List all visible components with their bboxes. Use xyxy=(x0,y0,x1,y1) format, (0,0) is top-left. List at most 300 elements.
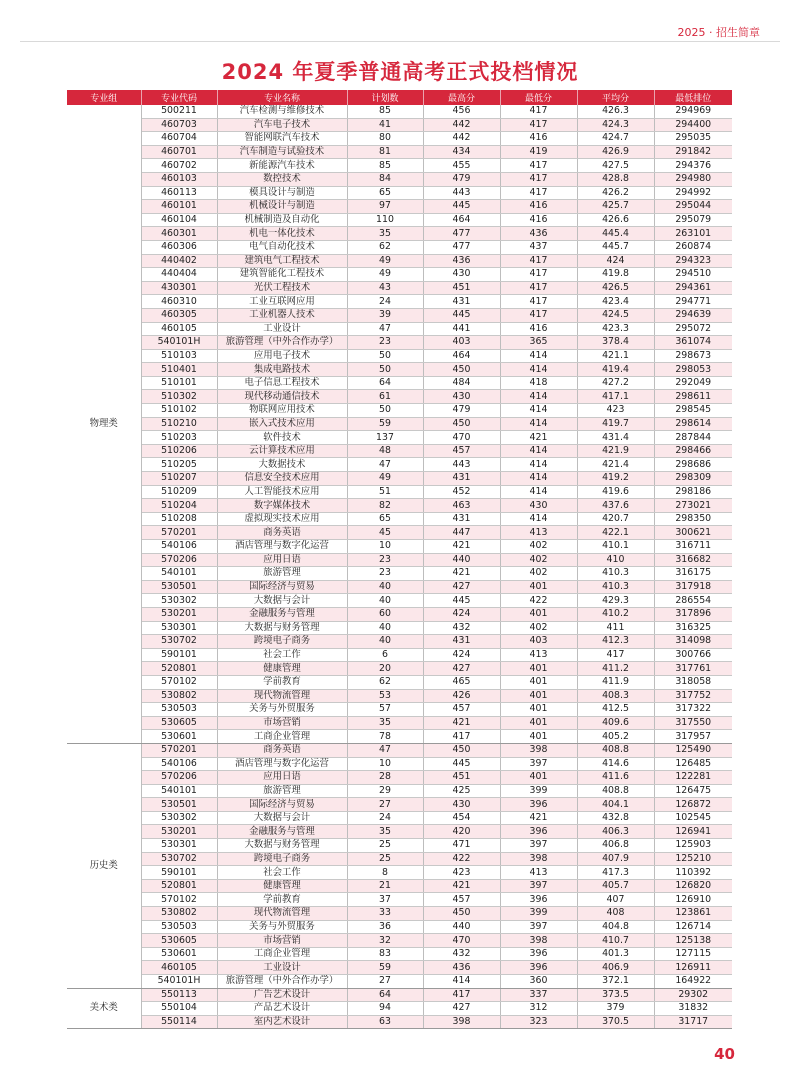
min-rank-cell: 298466 xyxy=(654,444,732,458)
plan-count-cell: 23 xyxy=(347,567,423,581)
table-row xyxy=(67,866,732,880)
major-name-cell: 人工智能技术应用 xyxy=(217,485,347,499)
min-score-cell: 419 xyxy=(500,145,577,159)
table-row xyxy=(67,349,732,363)
max-score-cell: 440 xyxy=(423,920,500,934)
major-name-cell: 大数据与会计 xyxy=(217,594,347,608)
major-code-cell: 440404 xyxy=(141,268,217,282)
max-score-cell: 432 xyxy=(423,621,500,635)
avg-score-cell: 419.8 xyxy=(577,268,654,282)
min-score-cell: 398 xyxy=(500,743,577,757)
table-row xyxy=(67,811,732,825)
plan-count-cell: 36 xyxy=(347,920,423,934)
avg-score-cell: 410.3 xyxy=(577,567,654,581)
plan-count-cell: 37 xyxy=(347,893,423,907)
plan-count-cell: 40 xyxy=(347,635,423,649)
min-score-cell: 414 xyxy=(500,417,577,431)
min-score-cell: 312 xyxy=(500,1002,577,1016)
min-rank-cell: 110392 xyxy=(654,866,732,880)
plan-count-cell: 33 xyxy=(347,907,423,921)
min-score-cell: 398 xyxy=(500,934,577,948)
plan-count-cell: 51 xyxy=(347,485,423,499)
plan-count-cell: 85 xyxy=(347,105,423,118)
major-code-cell: 530601 xyxy=(141,947,217,961)
plan-count-cell: 25 xyxy=(347,839,423,853)
plan-count-cell: 32 xyxy=(347,934,423,948)
plan-count-cell: 83 xyxy=(347,947,423,961)
avg-score-cell: 428.8 xyxy=(577,172,654,186)
major-code-cell: 510401 xyxy=(141,363,217,377)
min-rank-cell: 298545 xyxy=(654,404,732,418)
column-header: 专业名称 xyxy=(217,90,347,105)
min-score-cell: 414 xyxy=(500,404,577,418)
plan-count-cell: 78 xyxy=(347,730,423,744)
plan-count-cell: 65 xyxy=(347,512,423,526)
avg-score-cell: 423.4 xyxy=(577,295,654,309)
plan-count-cell: 39 xyxy=(347,308,423,322)
major-code-cell: 460105 xyxy=(141,961,217,975)
min-rank-cell: 125210 xyxy=(654,852,732,866)
avg-score-cell: 406.3 xyxy=(577,825,654,839)
table-row xyxy=(67,961,732,975)
min-score-cell: 417 xyxy=(500,295,577,309)
max-score-cell: 431 xyxy=(423,295,500,309)
major-name-cell: 信息安全技术应用 xyxy=(217,472,347,486)
major-name-cell: 机械设计与制造 xyxy=(217,200,347,214)
plan-count-cell: 8 xyxy=(347,866,423,880)
min-score-cell: 417 xyxy=(500,281,577,295)
min-score-cell: 401 xyxy=(500,771,577,785)
max-score-cell: 432 xyxy=(423,947,500,961)
major-name-cell: 汽车电子技术 xyxy=(217,118,347,132)
plan-count-cell: 85 xyxy=(347,159,423,173)
min-score-cell: 417 xyxy=(500,105,577,118)
table-row xyxy=(67,988,732,1002)
major-code-cell: 570201 xyxy=(141,526,217,540)
max-score-cell: 421 xyxy=(423,716,500,730)
min-score-cell: 401 xyxy=(500,662,577,676)
table-row xyxy=(67,716,732,730)
major-code-cell: 570102 xyxy=(141,893,217,907)
min-rank-cell: 295044 xyxy=(654,200,732,214)
major-name-cell: 云计算技术应用 xyxy=(217,444,347,458)
max-score-cell: 426 xyxy=(423,689,500,703)
major-code-cell: 510204 xyxy=(141,499,217,513)
min-score-cell: 365 xyxy=(500,336,577,350)
table-row xyxy=(67,458,732,472)
max-score-cell: 464 xyxy=(423,349,500,363)
group-label: 历史类 xyxy=(67,743,141,988)
table-row xyxy=(67,227,732,241)
max-score-cell: 430 xyxy=(423,390,500,404)
max-score-cell: 443 xyxy=(423,458,500,472)
avg-score-cell: 426.9 xyxy=(577,145,654,159)
plan-count-cell: 47 xyxy=(347,743,423,757)
min-rank-cell: 300621 xyxy=(654,526,732,540)
min-score-cell: 414 xyxy=(500,485,577,499)
max-score-cell: 434 xyxy=(423,145,500,159)
major-name-cell: 健康管理 xyxy=(217,662,347,676)
table-row xyxy=(67,920,732,934)
min-rank-cell: 295035 xyxy=(654,132,732,146)
plan-count-cell: 57 xyxy=(347,703,423,717)
avg-score-cell: 378.4 xyxy=(577,336,654,350)
max-score-cell: 420 xyxy=(423,825,500,839)
avg-score-cell: 417.3 xyxy=(577,866,654,880)
avg-score-cell: 372.1 xyxy=(577,975,654,989)
min-rank-cell: 126714 xyxy=(654,920,732,934)
max-score-cell: 445 xyxy=(423,594,500,608)
major-name-cell: 集成电路技术 xyxy=(217,363,347,377)
min-rank-cell: 294980 xyxy=(654,172,732,186)
table-row xyxy=(67,472,732,486)
table-header-row xyxy=(67,90,732,105)
max-score-cell: 477 xyxy=(423,227,500,241)
major-code-cell: 570201 xyxy=(141,743,217,757)
major-name-cell: 现代物流管理 xyxy=(217,907,347,921)
max-score-cell: 427 xyxy=(423,580,500,594)
table-row xyxy=(67,594,732,608)
avg-score-cell: 406.8 xyxy=(577,839,654,853)
plan-count-cell: 49 xyxy=(347,268,423,282)
table-row xyxy=(67,1015,732,1029)
max-score-cell: 450 xyxy=(423,907,500,921)
min-score-cell: 396 xyxy=(500,798,577,812)
min-score-cell: 402 xyxy=(500,540,577,554)
max-score-cell: 457 xyxy=(423,893,500,907)
plan-count-cell: 35 xyxy=(347,716,423,730)
major-code-cell: 460301 xyxy=(141,227,217,241)
min-score-cell: 414 xyxy=(500,458,577,472)
table-row xyxy=(67,689,732,703)
max-score-cell: 445 xyxy=(423,757,500,771)
min-score-cell: 417 xyxy=(500,118,577,132)
max-score-cell: 442 xyxy=(423,132,500,146)
max-score-cell: 447 xyxy=(423,526,500,540)
min-rank-cell: 127115 xyxy=(654,947,732,961)
min-rank-cell: 294376 xyxy=(654,159,732,173)
major-code-cell: 460704 xyxy=(141,132,217,146)
min-rank-cell: 298686 xyxy=(654,458,732,472)
min-rank-cell: 294969 xyxy=(654,105,732,118)
min-rank-cell: 318058 xyxy=(654,675,732,689)
min-rank-cell: 123861 xyxy=(654,907,732,921)
max-score-cell: 484 xyxy=(423,376,500,390)
avg-score-cell: 411 xyxy=(577,621,654,635)
major-name-cell: 模具设计与制造 xyxy=(217,186,347,200)
min-rank-cell: 295079 xyxy=(654,213,732,227)
max-score-cell: 471 xyxy=(423,839,500,853)
major-name-cell: 嵌入式技术应用 xyxy=(217,417,347,431)
max-score-cell: 436 xyxy=(423,961,500,975)
plan-count-cell: 40 xyxy=(347,594,423,608)
column-header: 平均分 xyxy=(577,90,654,105)
min-rank-cell: 294323 xyxy=(654,254,732,268)
major-name-cell: 国际经济与贸易 xyxy=(217,580,347,594)
min-rank-cell: 295072 xyxy=(654,322,732,336)
avg-score-cell: 405.7 xyxy=(577,879,654,893)
plan-count-cell: 43 xyxy=(347,281,423,295)
major-name-cell: 现代物流管理 xyxy=(217,689,347,703)
avg-score-cell: 408.8 xyxy=(577,743,654,757)
avg-score-cell: 426.5 xyxy=(577,281,654,295)
min-score-cell: 396 xyxy=(500,893,577,907)
major-name-cell: 跨境电子商务 xyxy=(217,635,347,649)
max-score-cell: 427 xyxy=(423,662,500,676)
major-code-cell: 510302 xyxy=(141,390,217,404)
plan-count-cell: 53 xyxy=(347,689,423,703)
major-code-cell: 530501 xyxy=(141,798,217,812)
table-row xyxy=(67,648,732,662)
group-label: 物理类 xyxy=(67,105,141,743)
max-score-cell: 465 xyxy=(423,675,500,689)
major-code-cell: 510203 xyxy=(141,431,217,445)
max-score-cell: 451 xyxy=(423,771,500,785)
major-name-cell: 国际经济与贸易 xyxy=(217,798,347,812)
plan-count-cell: 48 xyxy=(347,444,423,458)
max-score-cell: 436 xyxy=(423,254,500,268)
min-rank-cell: 125903 xyxy=(654,839,732,853)
avg-score-cell: 417 xyxy=(577,648,654,662)
avg-score-cell: 411.2 xyxy=(577,662,654,676)
major-name-cell: 旅游管理 xyxy=(217,567,347,581)
min-rank-cell: 126872 xyxy=(654,798,732,812)
min-score-cell: 397 xyxy=(500,757,577,771)
major-code-cell: 460305 xyxy=(141,308,217,322)
major-code-cell: 540106 xyxy=(141,540,217,554)
major-name-cell: 大数据技术 xyxy=(217,458,347,472)
min-rank-cell: 317550 xyxy=(654,716,732,730)
min-score-cell: 401 xyxy=(500,703,577,717)
column-header: 最低排位 xyxy=(654,90,732,105)
major-code-cell: 530302 xyxy=(141,594,217,608)
plan-count-cell: 62 xyxy=(347,240,423,254)
major-code-cell: 530503 xyxy=(141,920,217,934)
table-row xyxy=(67,512,732,526)
max-score-cell: 451 xyxy=(423,281,500,295)
major-code-cell: 570102 xyxy=(141,675,217,689)
major-name-cell: 智能网联汽车技术 xyxy=(217,132,347,146)
major-code-cell: 530802 xyxy=(141,907,217,921)
avg-score-cell: 419.4 xyxy=(577,363,654,377)
avg-score-cell: 421.9 xyxy=(577,444,654,458)
min-score-cell: 414 xyxy=(500,390,577,404)
min-score-cell: 417 xyxy=(500,172,577,186)
plan-count-cell: 35 xyxy=(347,825,423,839)
min-score-cell: 397 xyxy=(500,879,577,893)
min-rank-cell: 291842 xyxy=(654,145,732,159)
max-score-cell: 422 xyxy=(423,852,500,866)
min-rank-cell: 300766 xyxy=(654,648,732,662)
major-code-cell: 460103 xyxy=(141,172,217,186)
table-row xyxy=(67,322,732,336)
plan-count-cell: 97 xyxy=(347,200,423,214)
max-score-cell: 441 xyxy=(423,322,500,336)
major-name-cell: 电气自动化技术 xyxy=(217,240,347,254)
page-title: 2024 年夏季普通高考正式投档情况 xyxy=(221,60,579,84)
min-score-cell: 402 xyxy=(500,567,577,581)
major-code-cell: 460703 xyxy=(141,118,217,132)
min-rank-cell: 125138 xyxy=(654,934,732,948)
admission-table xyxy=(67,90,732,1029)
table-row xyxy=(67,213,732,227)
table-body xyxy=(67,105,732,1029)
major-name-cell: 数字媒体技术 xyxy=(217,499,347,513)
table-row xyxy=(67,947,732,961)
plan-count-cell: 110 xyxy=(347,213,423,227)
max-score-cell: 424 xyxy=(423,607,500,621)
major-name-cell: 现代移动通信技术 xyxy=(217,390,347,404)
avg-score-cell: 431.4 xyxy=(577,431,654,445)
plan-count-cell: 23 xyxy=(347,553,423,567)
min-rank-cell: 126475 xyxy=(654,784,732,798)
table-row xyxy=(67,172,732,186)
min-score-cell: 436 xyxy=(500,227,577,241)
min-rank-cell: 126820 xyxy=(654,879,732,893)
min-rank-cell: 294992 xyxy=(654,186,732,200)
plan-count-cell: 62 xyxy=(347,675,423,689)
plan-count-cell: 35 xyxy=(347,227,423,241)
max-score-cell: 479 xyxy=(423,172,500,186)
min-rank-cell: 294639 xyxy=(654,308,732,322)
min-score-cell: 401 xyxy=(500,716,577,730)
max-score-cell: 457 xyxy=(423,444,500,458)
major-code-cell: 530802 xyxy=(141,689,217,703)
plan-count-cell: 24 xyxy=(347,811,423,825)
avg-score-cell: 417.1 xyxy=(577,390,654,404)
min-score-cell: 417 xyxy=(500,268,577,282)
table-row xyxy=(67,852,732,866)
max-score-cell: 470 xyxy=(423,431,500,445)
group-label: 美术类 xyxy=(67,988,141,1029)
max-score-cell: 452 xyxy=(423,485,500,499)
avg-score-cell: 409.6 xyxy=(577,716,654,730)
max-score-cell: 457 xyxy=(423,703,500,717)
min-score-cell: 337 xyxy=(500,988,577,1002)
plan-count-cell: 60 xyxy=(347,607,423,621)
plan-count-cell: 40 xyxy=(347,580,423,594)
avg-score-cell: 414.6 xyxy=(577,757,654,771)
max-score-cell: 440 xyxy=(423,553,500,567)
table-row xyxy=(67,893,732,907)
min-rank-cell: 298673 xyxy=(654,349,732,363)
major-name-cell: 旅游管理（中外合作办学） xyxy=(217,336,347,350)
min-rank-cell: 298350 xyxy=(654,512,732,526)
max-score-cell: 421 xyxy=(423,540,500,554)
min-rank-cell: 292049 xyxy=(654,376,732,390)
min-score-cell: 401 xyxy=(500,675,577,689)
table-row xyxy=(67,1002,732,1016)
major-name-cell: 广告艺术设计 xyxy=(217,988,347,1002)
major-name-cell: 关务与外贸服务 xyxy=(217,920,347,934)
plan-count-cell: 21 xyxy=(347,879,423,893)
major-code-cell: 430301 xyxy=(141,281,217,295)
major-code-cell: 460105 xyxy=(141,322,217,336)
major-code-cell: 550113 xyxy=(141,988,217,1002)
plan-count-cell: 47 xyxy=(347,322,423,336)
max-score-cell: 463 xyxy=(423,499,500,513)
min-rank-cell: 286554 xyxy=(654,594,732,608)
min-score-cell: 416 xyxy=(500,213,577,227)
major-code-cell: 520801 xyxy=(141,662,217,676)
avg-score-cell: 437.6 xyxy=(577,499,654,513)
table-row xyxy=(67,404,732,418)
major-name-cell: 市场营销 xyxy=(217,716,347,730)
table-row xyxy=(67,363,732,377)
major-code-cell: 530301 xyxy=(141,839,217,853)
avg-score-cell: 424.5 xyxy=(577,308,654,322)
major-code-cell: 510205 xyxy=(141,458,217,472)
major-name-cell: 产品艺术设计 xyxy=(217,1002,347,1016)
plan-count-cell: 25 xyxy=(347,852,423,866)
major-code-cell: 460101 xyxy=(141,200,217,214)
avg-score-cell: 411.6 xyxy=(577,771,654,785)
max-score-cell: 403 xyxy=(423,336,500,350)
avg-score-cell: 407 xyxy=(577,893,654,907)
plan-count-cell: 64 xyxy=(347,376,423,390)
max-score-cell: 470 xyxy=(423,934,500,948)
table-row xyxy=(67,553,732,567)
max-score-cell: 477 xyxy=(423,240,500,254)
major-name-cell: 社会工作 xyxy=(217,866,347,880)
min-rank-cell: 102545 xyxy=(654,811,732,825)
min-rank-cell: 317957 xyxy=(654,730,732,744)
min-score-cell: 422 xyxy=(500,594,577,608)
avg-score-cell: 404.8 xyxy=(577,920,654,934)
max-score-cell: 445 xyxy=(423,200,500,214)
min-rank-cell: 317761 xyxy=(654,662,732,676)
table-row xyxy=(67,240,732,254)
avg-score-cell: 410.1 xyxy=(577,540,654,554)
major-name-cell: 酒店管理与数字化运营 xyxy=(217,757,347,771)
min-score-cell: 414 xyxy=(500,512,577,526)
major-code-cell: 500211 xyxy=(141,105,217,118)
major-name-cell: 建筑智能化工程技术 xyxy=(217,268,347,282)
min-score-cell: 413 xyxy=(500,866,577,880)
max-score-cell: 421 xyxy=(423,879,500,893)
table-row xyxy=(67,376,732,390)
major-name-cell: 大数据与财务管理 xyxy=(217,621,347,635)
max-score-cell: 417 xyxy=(423,730,500,744)
min-rank-cell: 317896 xyxy=(654,607,732,621)
min-score-cell: 399 xyxy=(500,784,577,798)
min-rank-cell: 316325 xyxy=(654,621,732,635)
max-score-cell: 450 xyxy=(423,363,500,377)
table-row xyxy=(67,118,732,132)
avg-score-cell: 419.2 xyxy=(577,472,654,486)
plan-count-cell: 27 xyxy=(347,798,423,812)
max-score-cell: 423 xyxy=(423,866,500,880)
min-score-cell: 421 xyxy=(500,811,577,825)
plan-count-cell: 41 xyxy=(347,118,423,132)
plan-count-cell: 49 xyxy=(347,472,423,486)
avg-score-cell: 379 xyxy=(577,1002,654,1016)
major-code-cell: 550114 xyxy=(141,1015,217,1029)
max-score-cell: 431 xyxy=(423,635,500,649)
avg-score-cell: 424 xyxy=(577,254,654,268)
major-code-cell: 550104 xyxy=(141,1002,217,1016)
min-score-cell: 413 xyxy=(500,648,577,662)
table-row xyxy=(67,281,732,295)
column-header: 专业组 xyxy=(67,90,141,105)
min-rank-cell: 316682 xyxy=(654,553,732,567)
min-score-cell: 396 xyxy=(500,947,577,961)
min-score-cell: 399 xyxy=(500,907,577,921)
avg-score-cell: 408 xyxy=(577,907,654,921)
min-score-cell: 414 xyxy=(500,444,577,458)
min-rank-cell: 294400 xyxy=(654,118,732,132)
min-score-cell: 416 xyxy=(500,132,577,146)
